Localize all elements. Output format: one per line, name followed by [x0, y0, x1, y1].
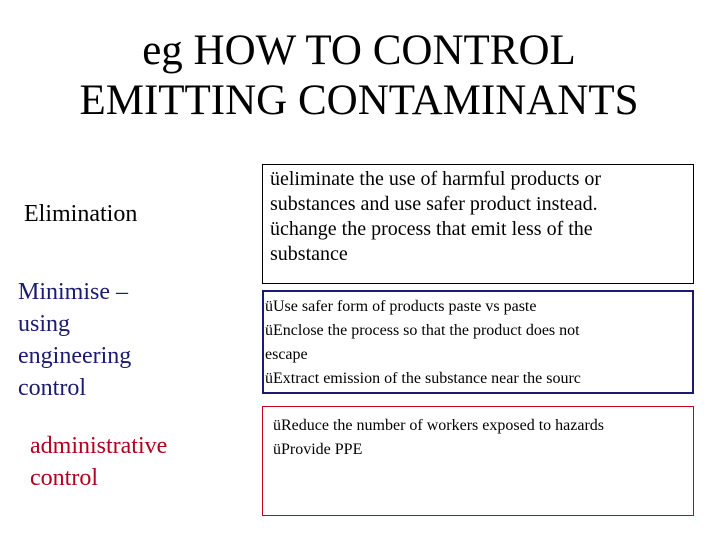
administrative-label-line: administrative — [30, 433, 168, 459]
engineering-box-line: üExtract emission of the substance near the sourc — [265, 370, 581, 387]
minimise-label-line: control — [18, 375, 86, 401]
elimination-box-line: üeliminate the use of harmful products or — [270, 168, 602, 190]
administrative-label — [30, 430, 230, 494]
minimise-label-line: engineering — [18, 343, 132, 369]
administrative-box-line: üReduce the number of workers exposed to hazards — [273, 417, 604, 434]
minimise-label-line: using — [18, 311, 71, 337]
title-line-1: eg HOW TO CONTROL — [142, 27, 576, 74]
elimination-box-line: üchange the process that emit less of the — [270, 218, 593, 240]
administrative-box — [262, 406, 694, 516]
administrative-box-line: üProvide PPE — [273, 441, 363, 458]
title-line-2: EMITTING CONTAMINANTS — [79, 77, 639, 124]
elimination-box — [262, 164, 694, 284]
slide-title — [0, 26, 718, 126]
administrative-label-line: control — [30, 465, 98, 491]
engineering-box-line: üEnclose the process so that the product does not — [265, 322, 580, 339]
minimise-label-line: Minimise – — [18, 279, 129, 305]
elimination-label: Elimination — [24, 201, 138, 227]
elimination-box-line: substance — [270, 243, 348, 265]
engineering-box — [262, 290, 694, 394]
engineering-box-line: üUse safer form of products paste vs paste — [265, 298, 537, 315]
engineering-box-line: escape — [265, 346, 308, 363]
elimination-box-line: substances and use safer product instead. — [270, 193, 598, 215]
minimise-label — [18, 276, 218, 404]
